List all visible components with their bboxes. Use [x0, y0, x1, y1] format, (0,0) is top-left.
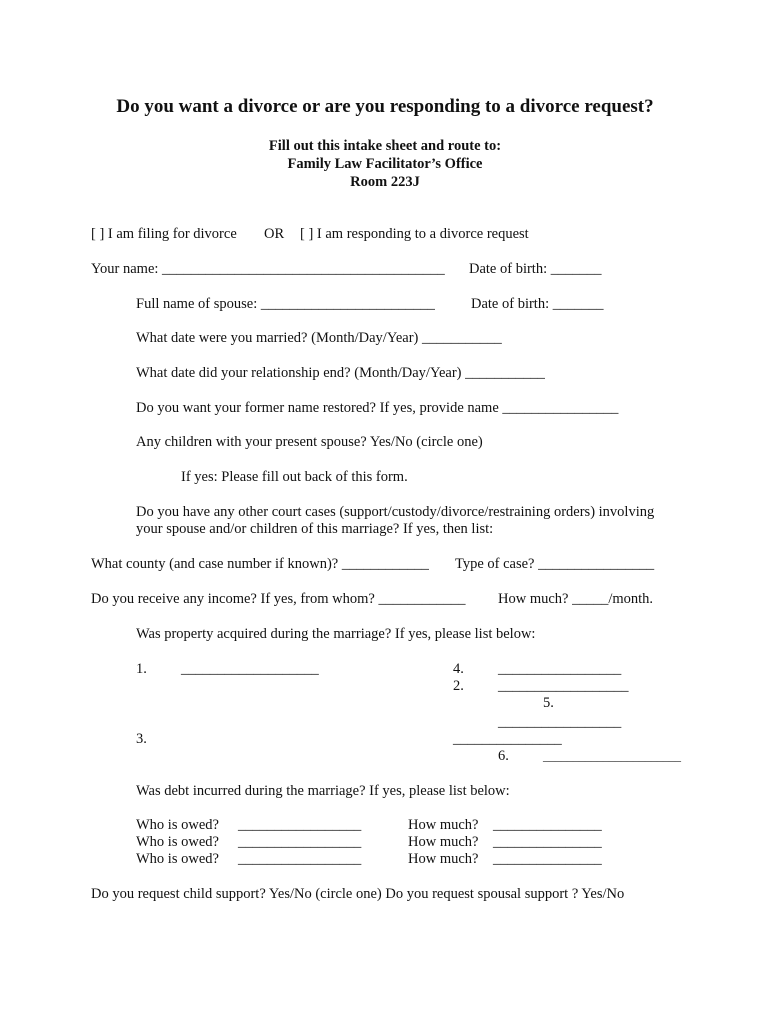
marriage-date-field[interactable]: What date were you married? (Month/Day/Year) ___________ [136, 330, 502, 346]
your-name-field[interactable]: Your name: _______________________________________ [91, 261, 445, 277]
who-owed-blank[interactable]: _________________ [238, 851, 362, 867]
who-owed-label: Who is owed? [136, 834, 219, 850]
case-type-field[interactable]: Type of case? ________________ [455, 556, 655, 572]
how-much-blank[interactable]: _______________ [493, 817, 602, 833]
office-name: Family Law Facilitator’s Office [287, 156, 483, 172]
children-note: If yes: Please fill out back of this form. [181, 469, 408, 485]
court-cases-question-cont: your spouse and/or children of this marriage? If yes, then list: [136, 521, 494, 537]
property-blank[interactable]: _______________ [453, 731, 562, 747]
who-owed-label: Who is owed? [136, 817, 219, 833]
who-owed-blank[interactable]: _________________ [238, 817, 362, 833]
property-number: 5. [543, 695, 554, 711]
relationship-end-field[interactable]: What date did your relationship end? (Month/Day/Year) ___________ [136, 365, 545, 381]
county-field[interactable]: What county (and case number if known)? ____________ [91, 556, 429, 572]
who-owed-blank[interactable]: _________________ [238, 834, 362, 850]
income-amount-field[interactable]: How much? _____/month. [498, 591, 654, 607]
former-name-field[interactable]: Do you want your former name restored? If yes, provide name ________________ [136, 400, 619, 416]
property-blank[interactable]: _______________________ [543, 749, 681, 763]
spouse-name-field[interactable]: Full name of spouse: ________________________ [136, 296, 435, 312]
property-number: 3. [136, 731, 147, 747]
how-much-blank[interactable]: _______________ [493, 834, 602, 850]
debt-question: Was debt incurred during the marriage? If yes, please list below: [136, 783, 510, 799]
property-number: 1. [136, 661, 147, 677]
route-instructions: Fill out this intake sheet and route to: [268, 138, 502, 154]
filing-checkbox-option[interactable]: [ ] I am filing for divorce [91, 226, 237, 242]
property-blank[interactable]: __________________ [498, 678, 629, 694]
room-number: Room 223J [350, 174, 420, 190]
property-blank[interactable]: ___________________ [181, 661, 319, 677]
how-much-label: How much? [408, 834, 479, 850]
income-source-field[interactable]: Do you receive any income? If yes, from whom? ____________ [91, 591, 466, 607]
spouse-dob-field[interactable]: Date of birth: _______ [471, 296, 604, 312]
property-question: Was property acquired during the marriage? If yes, please list below: [136, 626, 536, 642]
property-number: 4. [453, 661, 464, 677]
court-cases-question: Do you have any other court cases (support/custody/divorce/restraining orders) involving [136, 504, 655, 520]
property-blank[interactable]: _________________ [498, 714, 622, 730]
support-question[interactable]: Do you request child support? Yes/No (circle one) Do you request spousal support ? Yes/No [91, 886, 625, 902]
or-label: OR [264, 226, 285, 242]
children-question[interactable]: Any children with your present spouse? Yes/No (circle one) [136, 434, 483, 450]
property-blank[interactable]: _________________ [498, 661, 622, 677]
page-title: Do you want a divorce or are you responding to a divorce request? [116, 96, 654, 117]
who-owed-label: Who is owed? [136, 851, 219, 867]
property-number: 6. [498, 748, 509, 764]
property-number: 2. [453, 678, 464, 694]
how-much-label: How much? [408, 817, 479, 833]
how-much-label: How much? [408, 851, 479, 867]
how-much-blank[interactable]: _______________ [493, 851, 602, 867]
your-dob-field[interactable]: Date of birth: _______ [469, 261, 602, 277]
responding-checkbox-option[interactable]: [ ] I am responding to a divorce request [300, 226, 529, 242]
